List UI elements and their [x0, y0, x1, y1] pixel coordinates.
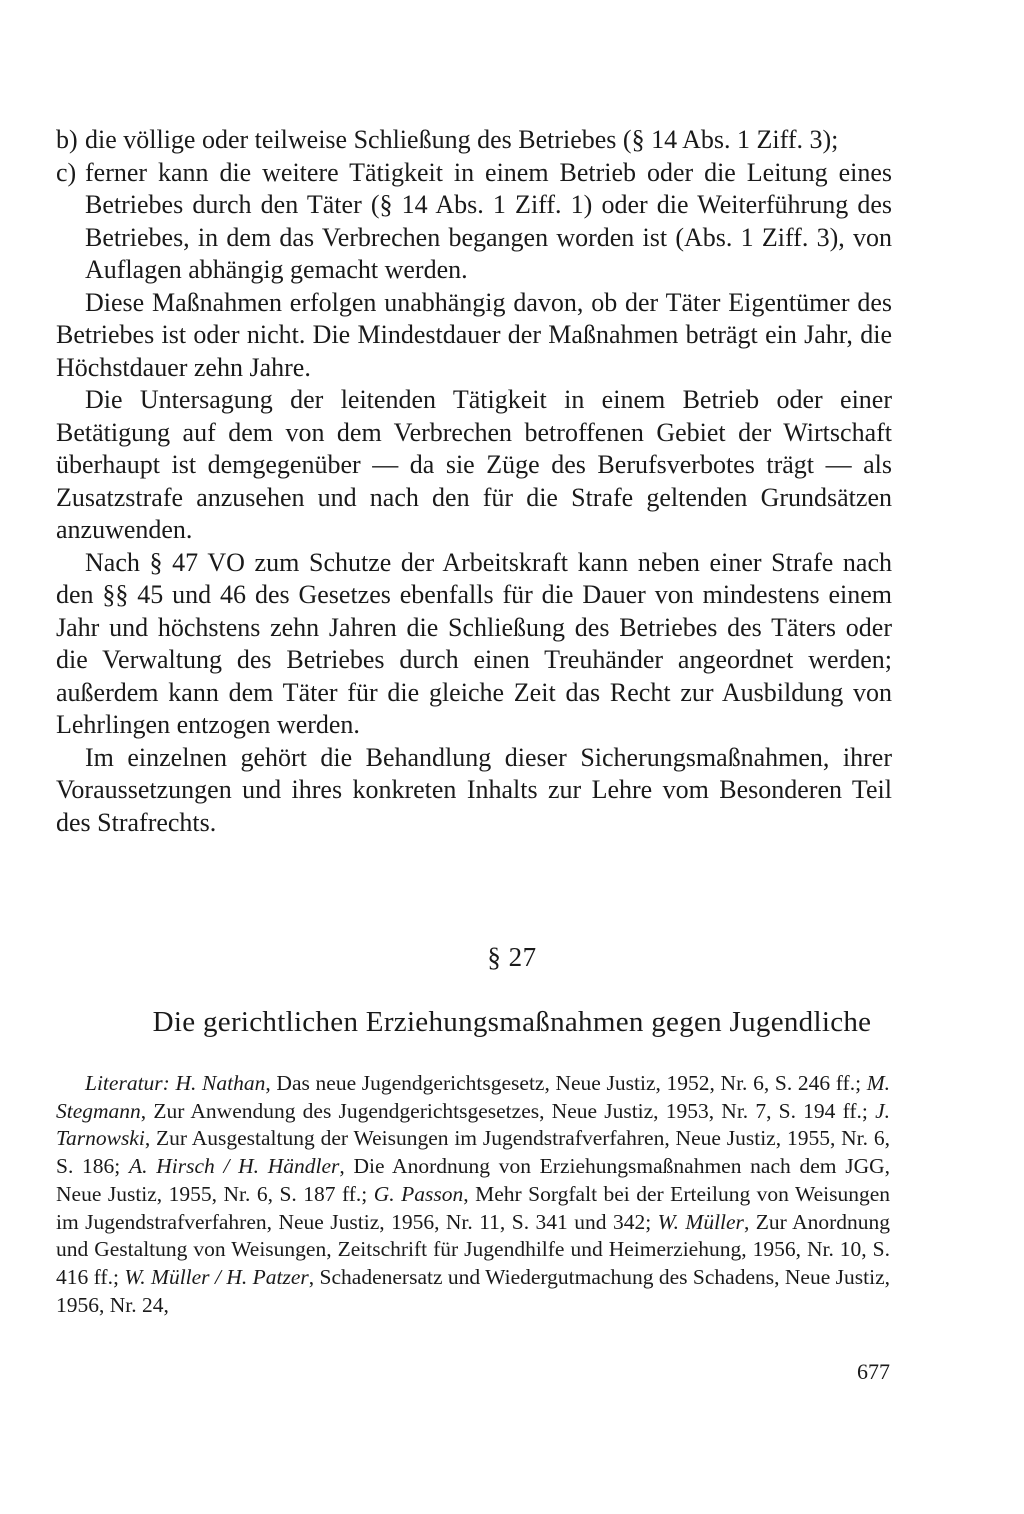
literature-entry: , Zur Anwendung des Jugendgerichtsgesetzes, Neue Justiz, 1953, Nr. 7, S. 194 ff.; [140, 1098, 876, 1123]
literature-author: J. Tarnowski [56, 1098, 890, 1151]
literature-label: Literatur: [85, 1071, 170, 1095]
literature-entry: , Das neue Jugendgerichtsgesetz, Neue Justiz, 1952, Nr. 6, S. 246 ff.; [265, 1071, 867, 1095]
literature-author: M. Stegmann [56, 1071, 891, 1123]
list-item-b [56, 124, 892, 157]
literature-author: G. Passon [373, 1181, 464, 1206]
literature-entry: , Zur Ausgestaltung der Weisungen im Jugendstrafverfahren, Neue Justiz, 1955, Nr. 6, S. 186; [56, 1126, 890, 1179]
literature-author: H. Nathan [175, 1071, 266, 1095]
page-number: 677 [857, 1359, 890, 1384]
paragraph: Diese Maßnahmen erfolgen unabhängig davon, ob der Täter Eigentümer des Betriebes ist oder nicht. Die Mindestdauer der Maßnahmen beträgt ein Jahr, die Höchstdauer zehn Jahre. [56, 287, 892, 382]
list-item-text: die völlige oder teilweise Schließung des Betriebes (§ 14 Abs. 1 Ziff. 3); [85, 125, 839, 154]
list-item-text: ferner kann die weitere Tätigkeit in einem Betrieb oder die Leitung eines Betriebes durch den Täter (§ 14 Abs. 1 Ziff. 1) oder die Weiterführung des Betriebes, in dem das Verbrechen begangen worden ist (Abs. 1 Ziff. 3), von Auflagen abhängig gemacht werden. [85, 157, 892, 284]
literature-entry: , Mehr Sorgfalt bei der Erteilung von Weisungen im Jugendstrafverfahren, Neue Justiz, 1956, Nr. 11, S. 341 und 342; [56, 1181, 890, 1234]
literature-author: W. Müller [657, 1209, 744, 1234]
paragraph: Die Untersagung der leitenden Tätigkeit in einem Betrieb oder einer Betätigung auf dem von dem Verbrechen betroffenen Gebiet der Wirtschaft überhaupt ist demgegenüber — da sie Züge des Berufsverbotes trägt — als Zusatzstrafe anzusehen und nach den für die Strafe geltenden Grundsätzen anzuwenden. [56, 385, 892, 544]
list-marker: b) [56, 125, 78, 154]
section-number: § 27 [487, 942, 537, 972]
literature-entry: , Schadenersatz und Wiedergutmachung des Schadens, Neue Justiz, 1956, Nr. 24, [56, 1264, 890, 1317]
literature-entry: , Die Anordnung von Erziehungsmaßnahmen nach dem JGG, Neue Justiz, 1955, Nr. 6, S. 187 ff.; [56, 1154, 890, 1206]
list-item-c [56, 157, 892, 287]
literature-block [56, 1070, 890, 1319]
literature-entry: , Zur Anordnung und Gestaltung von Weisungen, Zeitschrift für Jugendhilfe und Heimerziehung, 1956, Nr. 10, S. 416 ff.; [56, 1209, 891, 1289]
section-title: Die gerichtlichen Erziehungsmaßnahmen gegen Jugendliche [152, 1006, 872, 1038]
paragraph: Im einzelnen gehört die Behandlung dieser Sicherungsmaßnahmen, ihrer Voraussetzungen und ihres konkreten Inhalts zur Lehre vom Besonderen Teil des Strafrechts. [56, 742, 892, 837]
literature-author: W. Müller / H. Patzer [124, 1264, 309, 1289]
list-marker: c) [56, 157, 77, 187]
main-text-block [56, 124, 892, 839]
literature-author: A. Hirsch / H. Händler [128, 1154, 340, 1179]
paragraph: Nach § 47 VO zum Schutze der Arbeitskraft kann neben einer Strafe nach den §§ 45 und 46 des Gesetzes ebenfalls für die Dauer von mindestens einem Jahr und höchstens zehn Jahren die Schließung des Betriebes des Täters oder die Verwaltung des Betriebes durch einen Treuhänder angeordnet werden; außerdem kann dem Täter für die gleiche Zeit das Recht zur Ausbildung von Lehrlingen entzogen werden. [56, 547, 892, 739]
